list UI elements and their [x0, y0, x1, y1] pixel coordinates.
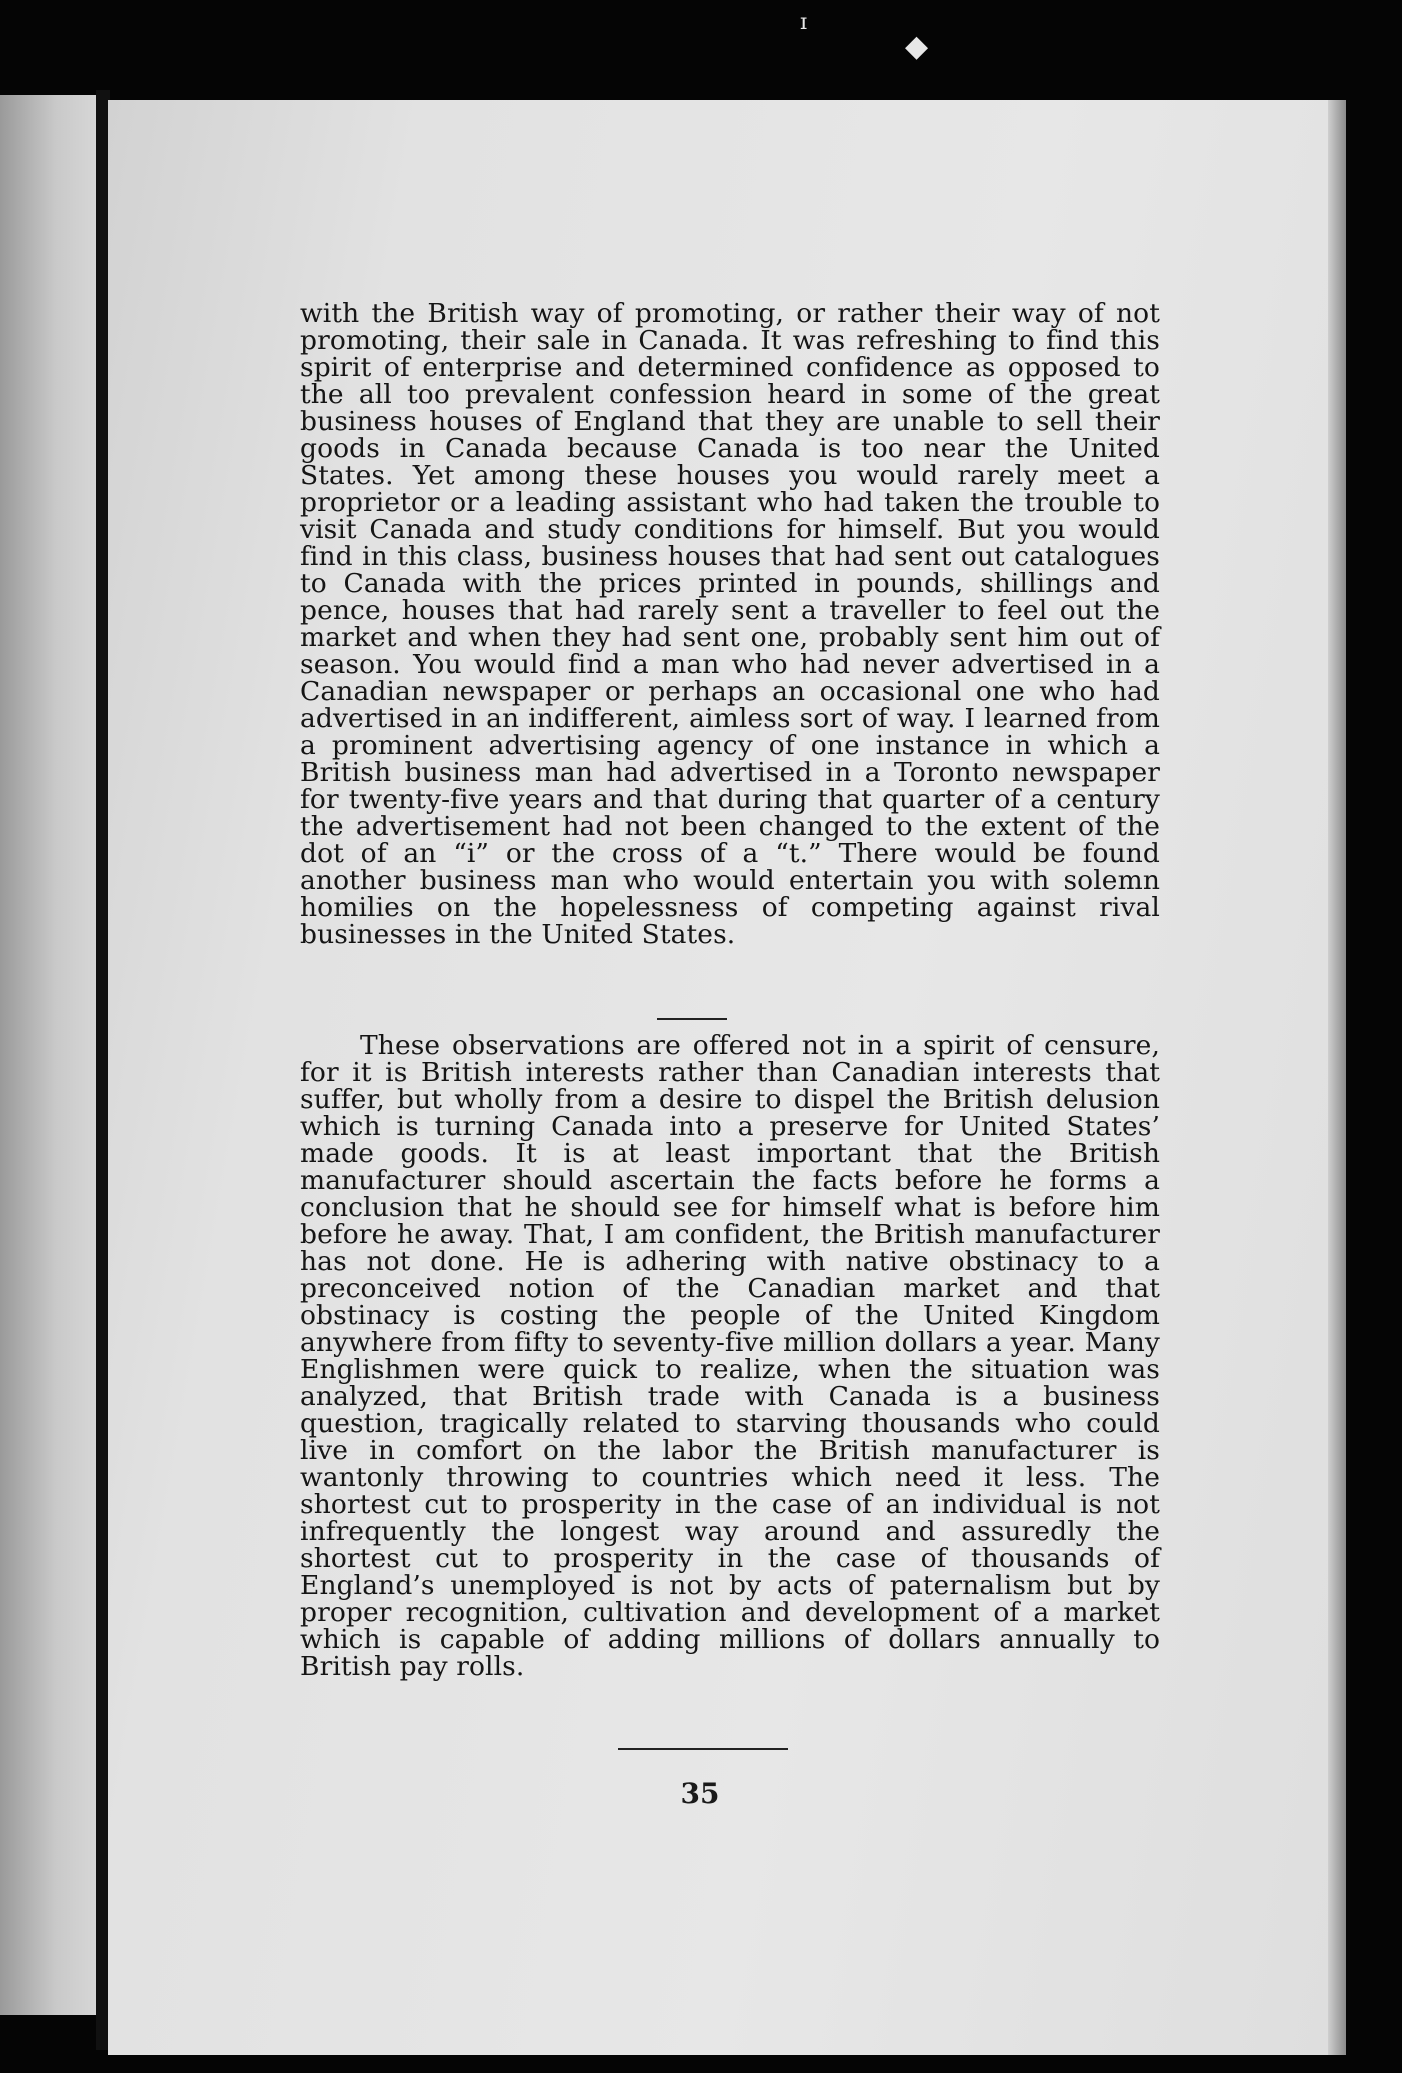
body-paragraph-1: with the British way of promoting, or rather their way of not promoting, their sale in Canada. It was refreshing to find this spirit of enterprise and determined confidence as opposed to the all too prevalent confession heard in some of the great business houses of England that they are unable to sell their goods in Canada because Canada is too near the United States. Yet among these houses you would rarely meet a proprietor or a leading assistant who had taken the trouble to visit Canada and study conditions for himself. But you would find in this class, business houses that had sent out catalogues to Canada with the prices printed in pounds, shillings and pence, houses that had rarely sent a traveller to feel out the market and when they had sent one, probably sent him out of season. You would find a man who had never advertised in a Canadian newspaper or perhaps an occasional one who had advertised in an indifferent, aimless sort of way. I learned from a prominent advertising agency of one instance in which a British business man had advertised in a Toronto newspaper for twenty-five years and that during that quarter of a century the advertisement had not been changed to the extent of the dot of an “i” or the cross of a “t.” There would be found another business man who would entertain you with solemn homilies on the hopelessness of competing against rival businesses in the United States.	[300, 298, 1160, 950]
scan-speck: ◆	[905, 29, 929, 64]
page-right-edge	[1328, 100, 1346, 2055]
body-paragraph-2: These observations are offered not in a spirit of censure, for it is British interests rather than Canadian interests that suffer, but wholly from a desire to dispel the British delusion which is turning Canada into a preserve for United States’ made goods. It is at least important that the British manufacturer should ascertain the facts before he forms a conclusion that he should see for himself what is before him before he away. That, I am confident, the British manufacturer has not done. He is adhering with native obstinacy to a preconceived notion of the Canadian market and that obstinacy is costing the people of the United Kingdom anywhere from fifty to seventy-five million dollars a year. Many Englishmen were quick to realize, when the situation was analyzed, that British trade with Canada is a business question, tragically related to starving thousands who could live in comfort on the labor the British manufacturer is wantonly throwing to countries which need it less. The shortest cut to prosperity in the case of an individual is not infrequently the longest way around and assuredly the shortest cut to prosperity in the case of thousands of England’s unemployed is not by acts of paternalism but by proper recognition, cultivation and development of a market which is capable of adding millions of dollars annually to British pay rolls.	[300, 1030, 1160, 1682]
facing-page-edge	[0, 95, 102, 2015]
page-number: 35	[680, 1777, 720, 1810]
footer-rule	[618, 1748, 788, 1750]
section-divider	[657, 1018, 727, 1020]
scan-speck: ɪ	[800, 10, 808, 35]
